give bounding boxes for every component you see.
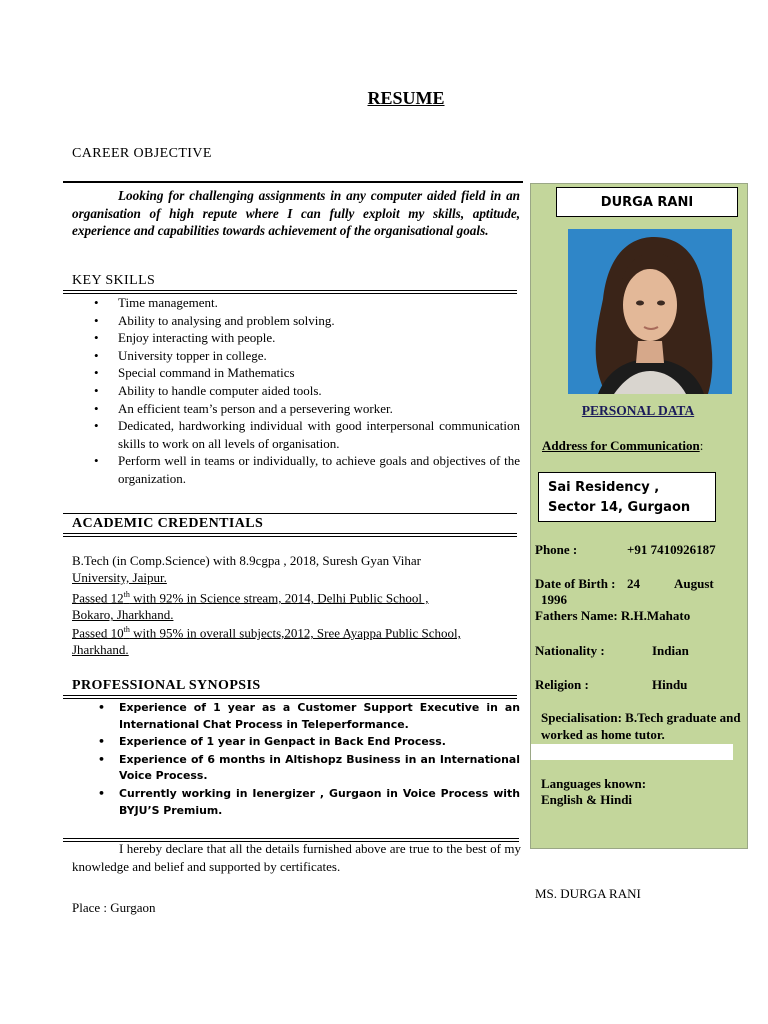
name-box: DURGA RANI [556,187,738,217]
list-item: • Experience of 6 months in Altishopz Business in an International Voice Process. [98,752,520,783]
list-item: • Experience of 1 year in Genpact in Back End Process. [98,735,446,749]
address-box: Sai Residency , Sector 14, Gurgaon [538,472,716,522]
list-item: • Currently working in Ienergizer , Gurgaon in Voice Process with BYJU’S Premium. [98,786,520,817]
key-skills-list [72,294,520,488]
section-divider [63,181,523,183]
father-name: Fathers Name: R.H.Mahato [535,608,691,623]
portrait-image [568,229,732,394]
list-item: • Enjoy interacting with people. [94,330,276,346]
academic-btech: B.Tech (in Comp.Science) with 8.9cgpa , 2018, Suresh Gyan Vihar University, Jaipur. [72,553,422,585]
blank-bar [531,744,733,760]
profile-photo [568,229,732,394]
dob-year: 1996 [541,592,567,607]
career-objective-heading: CAREER OBJECTIVE [72,146,212,161]
section-divider [63,290,517,291]
section-divider [63,698,517,699]
page-title: RESUME [367,88,445,108]
list-item: • Ability to analysing and problem solving. [94,312,335,328]
address-label: Address for Communication: [542,438,704,453]
section-divider [63,536,517,537]
list-item: • Experience of 1 year as a Customer Support Executive in an International Chat Process in Teleperformance. [98,701,520,731]
list-item: • An efficient team’s person and a persevering worker. [94,400,393,416]
dob-month: August [674,576,714,591]
section-divider [63,513,517,514]
academic-twelfth: Passed 12th with 92% in Science stream, 2014, Delhi Public School , Bokaro, Jharkhand. [72,590,429,623]
languages-value: English & Hindi [541,792,633,807]
dob-label: Date of Birth : [535,576,616,591]
declaration-text: I hereby declare that all the details furnished above are true to the best of my knowledge and belief and supported by certificates. [72,841,521,874]
languages-label: Languages known: [541,776,647,791]
list-item: • Perform well in teams or individually, to achieve goals and objectives of the organization. [94,453,520,486]
professional-list [72,700,520,820]
dob-day: 24 [627,576,640,591]
religion-value: Hindu [652,677,688,692]
section-divider [63,533,517,534]
academic-heading: ACADEMIC CREDENTIALS [72,516,264,531]
place-text: Place : Gurgaon [72,900,156,915]
section-divider [63,838,519,839]
list-item: • University topper in college. [94,347,267,363]
academic-tenth: Passed 10th with 95% in overall subjects,2012, Sree Ayappa Public School, Jharkhand. [72,625,461,658]
specialisation-text: Specialisation: B.Tech graduate and worked as home tutor. [541,710,741,742]
signature-name: MS. DURGA RANI [535,886,641,901]
nationality-label: Nationality : [535,643,605,658]
list-item: • Dedicated, hardworking individual with good interpersonal communication skills to work on all levels of organisation. [94,418,520,451]
nationality-value: Indian [652,643,689,658]
career-objective-text: Looking for challenging assignments in any computer aided field in an organisation of high repute where I can fully exploit my skills, aptitude, experience and capabilities towards achievement of the organisational goals. [72,188,520,238]
list-item: • Special command in Mathematics [94,365,295,381]
list-item: • Ability to handle computer aided tools. [94,382,322,398]
section-divider [63,695,517,696]
professional-heading: PROFESSIONAL SYNOPSIS [72,678,261,693]
phone-value: +91 7410926187 [627,542,716,557]
list-item: • Time management. [94,295,218,310]
key-skills-heading: KEY SKILLS [72,273,156,288]
personal-data-heading: PERSONAL DATA [581,403,695,418]
religion-label: Religion : [535,677,589,692]
phone-label: Phone : [535,542,578,557]
